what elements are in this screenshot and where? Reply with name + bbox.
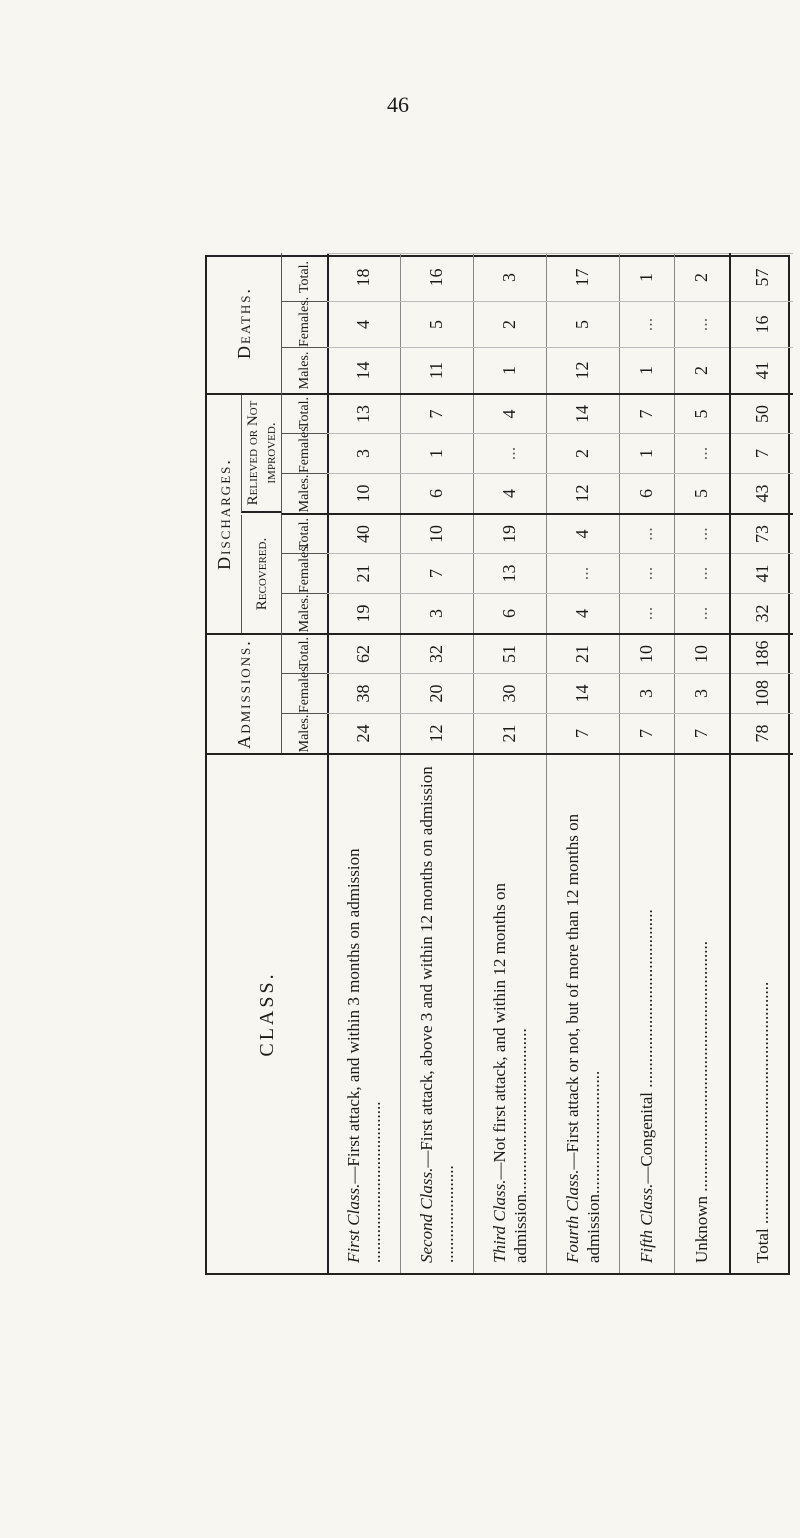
cell-a-t: 51 <box>473 633 546 673</box>
cell-d-t: 3 <box>473 253 546 301</box>
class-name: Third Class. <box>489 1179 509 1263</box>
deaths-header: Deaths. <box>234 287 254 359</box>
recovered-females-header: Females. <box>281 553 327 593</box>
cell-n-m: 6 <box>619 473 674 513</box>
cell-a-f: 3 <box>619 673 674 713</box>
table-row <box>400 253 474 1273</box>
cell-n-f: 2 <box>546 433 619 473</box>
class-description: —Congenital .......................................... <box>637 909 656 1184</box>
cell-d-f: ... <box>619 301 674 347</box>
cell-r-f: ... <box>674 553 729 593</box>
cell-d-f: 2 <box>473 301 546 347</box>
recovered-total-header: Total. <box>281 513 327 553</box>
cell-r-f: ... <box>546 553 619 593</box>
cell-r-f: 7 <box>400 553 473 593</box>
table-row <box>473 253 547 1273</box>
cell-d-m: 2 <box>674 347 729 393</box>
cell-d-m: 1 <box>619 347 674 393</box>
cell-n-t: 7 <box>619 393 674 433</box>
cell-n-m: 4 <box>473 473 546 513</box>
cell-a-t: 10 <box>619 633 674 673</box>
cell-n-t: 14 <box>546 393 619 433</box>
recovered-males-header: Males. <box>281 593 327 633</box>
deaths-group <box>207 253 327 393</box>
class-cell <box>731 753 793 1273</box>
cell-r-t: ... <box>619 513 674 553</box>
admissions-group <box>207 633 327 753</box>
cell-a-f: 3 <box>674 673 729 713</box>
cell-a-m: 7 <box>674 713 729 753</box>
cell-d-t: 18 <box>327 253 400 301</box>
cell-a-m: 12 <box>400 713 473 753</box>
cell-d-f: ... <box>674 301 729 347</box>
deaths-males-header: Males. <box>281 347 327 393</box>
class-description: —First attack, and within 3 months on admission ...................................... <box>343 848 384 1263</box>
admissions-header: Admissions. <box>234 639 254 749</box>
class-description: Total ......................................................... <box>752 981 772 1263</box>
cell-d-f: 5 <box>400 301 473 347</box>
relieved-total-header: Total. <box>281 393 327 433</box>
class-cell <box>400 753 473 1273</box>
cell-n-f: 1 <box>400 433 473 473</box>
class-cell <box>473 753 546 1273</box>
cell-n-m: 43 <box>731 473 793 513</box>
cell-d-f: 4 <box>327 301 400 347</box>
cell-d-m: 1 <box>473 347 546 393</box>
cell-d-t: 17 <box>546 253 619 301</box>
cell-n-t: 50 <box>731 393 793 433</box>
cell-a-f: 108 <box>731 673 793 713</box>
cell-d-m: 41 <box>731 347 793 393</box>
discharges-header: Discharges. <box>214 458 234 570</box>
cell-d-m: 14 <box>327 347 400 393</box>
cell-r-t: ... <box>674 513 729 553</box>
cell-r-t: 40 <box>327 513 400 553</box>
discharges-group <box>207 393 327 633</box>
table-row <box>619 253 675 1273</box>
cell-r-m: 6 <box>473 593 546 633</box>
cell-a-m: 7 <box>619 713 674 753</box>
cell-d-f: 5 <box>546 301 619 347</box>
table-row <box>546 253 620 1273</box>
table-row <box>729 253 793 1273</box>
class-name: First Class. <box>343 1183 363 1263</box>
page-number: 46 <box>387 92 409 117</box>
cell-a-f: 38 <box>327 673 400 713</box>
cell-r-m: ... <box>674 593 729 633</box>
cell-n-t: 5 <box>674 393 729 433</box>
cell-r-m: 3 <box>400 593 473 633</box>
table-wrapper <box>205 255 790 1275</box>
cell-r-t: 73 <box>731 513 793 553</box>
cell-r-f: 21 <box>327 553 400 593</box>
cell-a-m: 24 <box>327 713 400 753</box>
cell-a-m: 78 <box>731 713 793 753</box>
cell-d-t: 1 <box>619 253 674 301</box>
cell-d-m: 11 <box>400 347 473 393</box>
relieved-males-header: Males. <box>281 473 327 513</box>
cell-a-t: 10 <box>674 633 729 673</box>
admissions-males-header: Males. <box>281 713 327 753</box>
cell-a-f: 14 <box>546 673 619 713</box>
table-row <box>327 253 401 1273</box>
cell-d-t: 16 <box>400 253 473 301</box>
deaths-total-header: Total. <box>281 253 327 301</box>
class-description: —First attack or not, but of more than 12 months on admission............................. <box>562 813 603 1263</box>
class-column-header: CLASS. <box>207 753 327 1273</box>
cell-n-f: 3 <box>327 433 400 473</box>
recovered-header: Recovered. <box>241 515 282 633</box>
cell-a-t: 186 <box>731 633 793 673</box>
relieved-header: Relieved or Not improved. <box>241 395 281 513</box>
cell-n-m: 12 <box>546 473 619 513</box>
cell-n-f: ... <box>473 433 546 473</box>
cell-n-f: 1 <box>619 433 674 473</box>
class-name: Fifth Class. <box>637 1183 656 1263</box>
cell-r-t: 10 <box>400 513 473 553</box>
cell-a-m: 7 <box>546 713 619 753</box>
cell-n-f: 7 <box>731 433 793 473</box>
class-cell <box>619 753 674 1273</box>
cell-r-f: 13 <box>473 553 546 593</box>
class-name: Second Class. <box>416 1167 436 1263</box>
admissions-total-header: Total. <box>281 633 327 673</box>
cell-a-m: 21 <box>473 713 546 753</box>
class-cell <box>546 753 619 1273</box>
cell-a-t: 21 <box>546 633 619 673</box>
cell-n-t: 4 <box>473 393 546 433</box>
deaths-females-header: Females. <box>281 301 327 347</box>
cell-d-t: 57 <box>731 253 793 301</box>
cell-a-t: 62 <box>327 633 400 673</box>
cell-r-m: ... <box>619 593 674 633</box>
class-cell <box>674 753 729 1273</box>
cell-d-f: 16 <box>731 301 793 347</box>
cell-r-m: 32 <box>731 593 793 633</box>
cell-a-f: 30 <box>473 673 546 713</box>
table-row <box>674 253 730 1273</box>
data-table <box>205 255 790 1275</box>
class-description: Unknown ........................................................... <box>692 940 711 1263</box>
cell-r-m: 4 <box>546 593 619 633</box>
cell-n-t: 7 <box>400 393 473 433</box>
cell-n-m: 10 <box>327 473 400 513</box>
cell-r-m: 19 <box>327 593 400 633</box>
cell-r-t: 19 <box>473 513 546 553</box>
class-cell <box>327 753 400 1273</box>
cell-d-m: 12 <box>546 347 619 393</box>
cell-n-t: 13 <box>327 393 400 433</box>
cell-d-t: 2 <box>674 253 729 301</box>
class-name: Fourth Class. <box>562 1169 582 1263</box>
cell-n-m: 6 <box>400 473 473 513</box>
cell-n-m: 5 <box>674 473 729 513</box>
header-row <box>207 253 329 1273</box>
cell-r-f: 41 <box>731 553 793 593</box>
class-description: —First attack, above 3 and within 12 months on admission ....................... <box>416 766 457 1263</box>
cell-r-t: 4 <box>546 513 619 553</box>
relieved-females-header: Females. <box>281 433 327 473</box>
cell-r-f: ... <box>619 553 674 593</box>
cell-n-f: ... <box>674 433 729 473</box>
class-description: —Not first attack, and within 12 months on admission....................................... <box>489 883 530 1263</box>
cell-a-f: 20 <box>400 673 473 713</box>
admissions-females-header: Females. <box>281 673 327 713</box>
cell-a-t: 32 <box>400 633 473 673</box>
